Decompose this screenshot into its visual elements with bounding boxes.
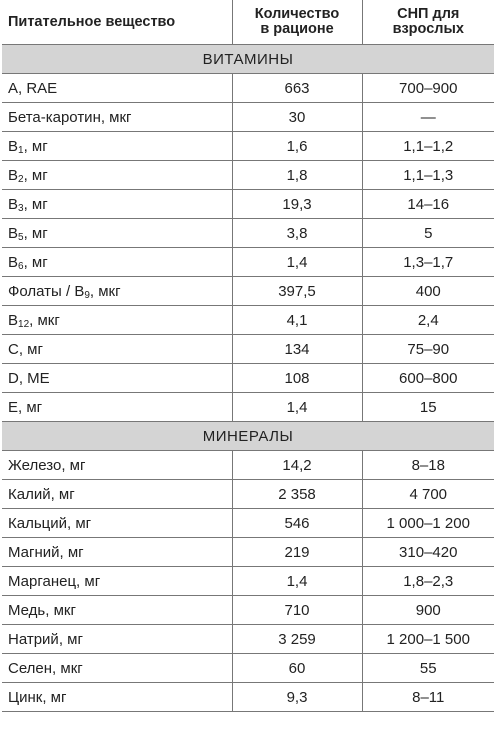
- nutrient-name: Калий, мг: [8, 485, 75, 503]
- nutrient-name: Медь, мкг: [8, 601, 76, 619]
- nutrient-name: Фолаты / B: [8, 282, 85, 300]
- rda-cell: 900: [362, 596, 494, 625]
- nutrient-name-cell: [2, 219, 232, 248]
- table-row: [2, 306, 494, 335]
- header-row: [2, 0, 494, 45]
- amount-cell: 108: [232, 364, 362, 393]
- amount-cell: 710: [232, 596, 362, 625]
- nutrient-unit: , мкг: [29, 311, 60, 329]
- nutrient-name-cell: [2, 451, 232, 480]
- amount-cell: 1,4: [232, 567, 362, 596]
- nutrient-name: Кальций, мг: [8, 514, 92, 532]
- nutrient-name: D, МЕ: [8, 369, 50, 387]
- nutrient-name-cell: [2, 132, 232, 161]
- nutrient-name-cell: [2, 596, 232, 625]
- amount-cell: 3 259: [232, 625, 362, 654]
- nutrient-table-container: [2, 0, 494, 712]
- rda-cell: 15: [362, 393, 494, 422]
- table-row: [2, 451, 494, 480]
- table-row: [2, 567, 494, 596]
- amount-cell: 19,3: [232, 190, 362, 219]
- nutrient-subscript: 2: [18, 173, 24, 185]
- table-row: [2, 596, 494, 625]
- nutrient-name-cell: [2, 335, 232, 364]
- nutrient-name: Железо, мг: [8, 456, 86, 474]
- table-row: [2, 248, 494, 277]
- table-row: [2, 364, 494, 393]
- nutrient-subscript: 6: [18, 260, 24, 272]
- table-row: [2, 625, 494, 654]
- nutrient-name-cell: [2, 74, 232, 103]
- table-header: [2, 0, 494, 45]
- table-row: [2, 190, 494, 219]
- nutrient-name: E, мг: [8, 398, 43, 416]
- table-row: [2, 538, 494, 567]
- nutrient-name-cell: [2, 161, 232, 190]
- amount-cell: 134: [232, 335, 362, 364]
- nutrient-name-cell: [2, 567, 232, 596]
- rda-cell: 8–18: [362, 451, 494, 480]
- rda-cell: 75–90: [362, 335, 494, 364]
- nutrient-name-cell: [2, 306, 232, 335]
- amount-cell: 4,1: [232, 306, 362, 335]
- nutrient-name-cell: [2, 538, 232, 567]
- amount-cell: 1,8: [232, 161, 362, 190]
- header-rda-line1: СНП для: [397, 6, 460, 22]
- header-amount: [232, 0, 362, 45]
- section-title: МИНЕРАЛЫ: [2, 422, 494, 451]
- table-row: [2, 683, 494, 712]
- nutrient-unit: , мг: [23, 195, 48, 213]
- nutrient-name: Селен, мкг: [8, 659, 83, 677]
- rda-cell: 1,1–1,2: [362, 132, 494, 161]
- table-row: [2, 509, 494, 538]
- rda-cell: 1,1–1,3: [362, 161, 494, 190]
- table-row: [2, 132, 494, 161]
- rda-cell: 14–16: [362, 190, 494, 219]
- header-amount-line1: Количество: [254, 6, 340, 22]
- rda-cell: 1 200–1 500: [362, 625, 494, 654]
- amount-cell: 1,6: [232, 132, 362, 161]
- nutrient-name: B: [8, 166, 19, 184]
- section-header-row: [2, 422, 494, 451]
- nutrient-name-cell: [2, 509, 232, 538]
- rda-cell: 1 000–1 200: [362, 509, 494, 538]
- rda-cell: 1,3–1,7: [362, 248, 494, 277]
- amount-cell: 397,5: [232, 277, 362, 306]
- rda-cell: 8–11: [362, 683, 494, 712]
- amount-cell: 219: [232, 538, 362, 567]
- rda-cell: 5: [362, 219, 494, 248]
- nutrient-name-cell: [2, 103, 232, 132]
- nutrient-name-cell: [2, 480, 232, 509]
- section-header-row: [2, 45, 494, 74]
- nutrient-name: Натрий, мг: [8, 630, 83, 648]
- amount-cell: 1,4: [232, 393, 362, 422]
- rda-cell: 400: [362, 277, 494, 306]
- nutrient-name-cell: [2, 393, 232, 422]
- header-nutrient: [2, 0, 232, 45]
- nutrient-subscript: 12: [18, 318, 30, 330]
- nutrient-name: B: [8, 224, 19, 242]
- nutrient-subscript: 3: [18, 202, 24, 214]
- nutrient-name-cell: [2, 364, 232, 393]
- rda-cell: 1,8–2,3: [362, 567, 494, 596]
- amount-cell: 9,3: [232, 683, 362, 712]
- rda-cell: —: [362, 103, 494, 132]
- amount-cell: 663: [232, 74, 362, 103]
- nutrient-name: B: [8, 311, 19, 329]
- rda-cell: 700–900: [362, 74, 494, 103]
- rda-cell: 600–800: [362, 364, 494, 393]
- amount-cell: 60: [232, 654, 362, 683]
- table-row: [2, 103, 494, 132]
- section-title: ВИТАМИНЫ: [2, 45, 494, 74]
- nutrient-name-cell: [2, 625, 232, 654]
- nutrient-name: Цинк, мг: [8, 688, 67, 706]
- nutrient-unit: , мкг: [89, 282, 121, 300]
- nutrient-name-cell: [2, 190, 232, 219]
- header-rda: [362, 0, 494, 45]
- header-amount-line2: в рационе: [260, 21, 334, 37]
- amount-cell: 14,2: [232, 451, 362, 480]
- amount-cell: 2 358: [232, 480, 362, 509]
- nutrient-name: B: [8, 137, 19, 155]
- table-row: [2, 219, 494, 248]
- rda-cell: 310–420: [362, 538, 494, 567]
- nutrient-name-cell: [2, 277, 232, 306]
- table-row: [2, 335, 494, 364]
- amount-cell: 30: [232, 103, 362, 132]
- amount-cell: 3,8: [232, 219, 362, 248]
- rda-cell: 4 700: [362, 480, 494, 509]
- nutrient-unit: , мг: [23, 137, 48, 155]
- table-row: [2, 480, 494, 509]
- nutrient-unit: , мг: [23, 166, 48, 184]
- nutrient-name: Магний, мг: [8, 543, 84, 561]
- table-row: [2, 654, 494, 683]
- nutrient-name-cell: [2, 248, 232, 277]
- nutrient-unit: , мг: [23, 224, 48, 242]
- nutrient-name: C, мг: [8, 340, 43, 358]
- table-row: [2, 74, 494, 103]
- nutrient-unit: , мг: [23, 253, 48, 271]
- table-row: [2, 277, 494, 306]
- table-row: [2, 161, 494, 190]
- nutrient-table: [2, 0, 494, 712]
- amount-cell: 1,4: [232, 248, 362, 277]
- nutrient-subscript: 5: [18, 231, 24, 243]
- nutrient-name: Бета-каротин, мкг: [8, 108, 132, 126]
- rda-cell: 55: [362, 654, 494, 683]
- nutrient-subscript: 1: [18, 144, 24, 156]
- nutrient-name: B: [8, 253, 19, 271]
- header-rda-line2: взрослых: [392, 21, 464, 37]
- amount-cell: 546: [232, 509, 362, 538]
- nutrient-subscript: 9: [84, 289, 90, 301]
- nutrient-name: B: [8, 195, 19, 213]
- table-body: [2, 45, 494, 712]
- rda-cell: 2,4: [362, 306, 494, 335]
- nutrient-name: A, RAE: [8, 79, 58, 97]
- nutrient-name-cell: [2, 654, 232, 683]
- nutrient-name: Марганец, мг: [8, 572, 101, 590]
- table-row: [2, 393, 494, 422]
- nutrient-name-cell: [2, 683, 232, 712]
- header-nutrient-label: Питательное вещество: [8, 13, 176, 30]
